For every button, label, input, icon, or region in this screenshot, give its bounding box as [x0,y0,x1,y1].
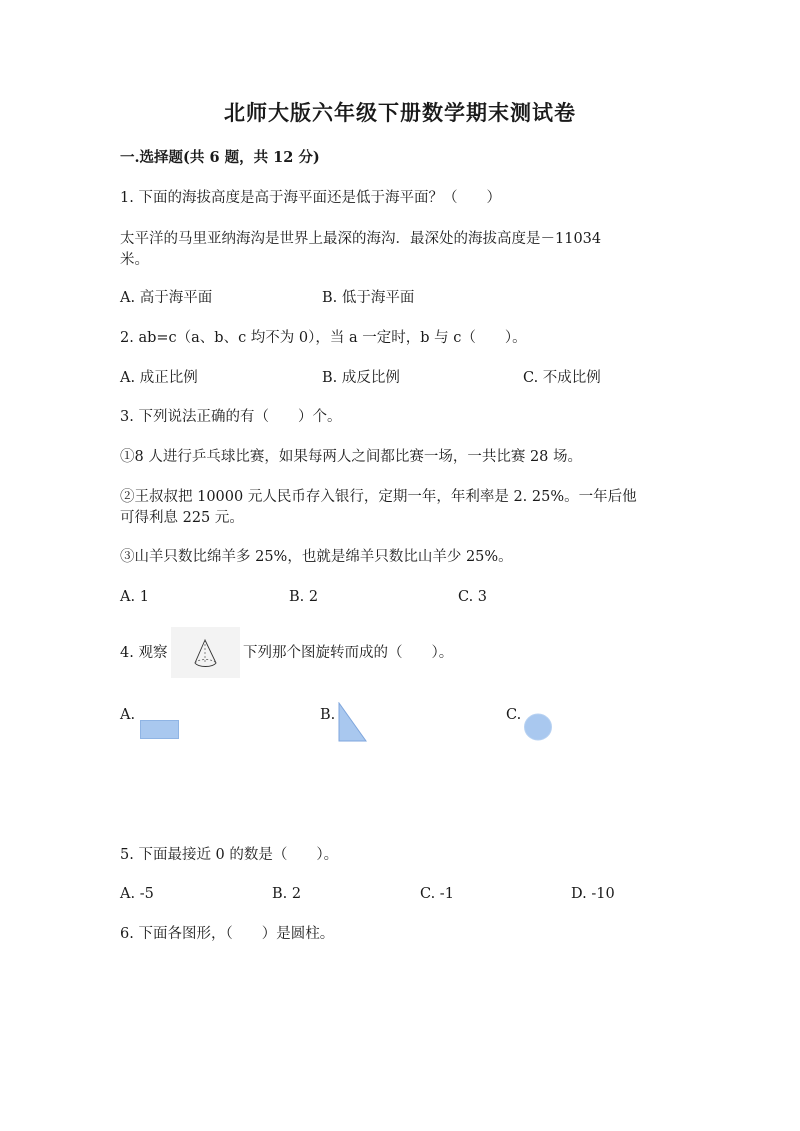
question-3-statement-3: ③山羊只数比绵羊多 25%，也就是绵羊只数比山羊少 25%。 [120,549,513,565]
question-4-stem-pre: 4. 观察 [120,645,168,661]
question-1-option-a: A. 高于海平面 [120,290,213,306]
cone-icon [171,627,240,678]
question-2-option-b: B. 成反比例 [322,370,400,386]
question-3-statement-2-line2: 可得利息 225 元。 [120,510,244,526]
question-3-option-b: B. 2 [289,589,319,605]
question-6-stem: 6. 下面各图形，（ ）是圆柱。 [120,926,335,942]
page-title: 北师大版六年级下册数学期末测试卷 [224,100,576,125]
question-5-option-a: A. -5 [120,886,154,902]
cone-figure [171,627,240,678]
question-1-stem: 1. 下面的海拔高度是高于海平面还是低于海平面？（ ） [120,190,501,206]
question-3-stem: 3. 下列说法正确的有（ ）个。 [120,409,342,425]
question-5-option-c: C. -1 [420,886,454,902]
question-1-desc-line1: 太平洋的马里亚纳海沟是世界上最深的海沟．最深处的海拔高度是－11034 [120,231,602,247]
question-2-option-a: A. 成正比例 [120,370,198,386]
question-3-statement-2-line1: ②王叔叔把 10000 元人民币存入银行，定期一年，年利率是 2. 25%。一年后他 [120,489,637,505]
question-2-stem: 2. ab=c（a、b、c 均不为 0），当 a 一定时，b 与 c（ ）。 [120,330,527,346]
question-4-option-c: C. [506,707,522,723]
question-5-stem: 5. 下面最接近 0 的数是（ ）。 [120,847,339,863]
question-3-option-a: A. 1 [120,589,149,605]
circle-figure [522,712,554,742]
question-1-desc-line2: 米。 [120,252,149,268]
question-5-option-d: D. -10 [571,886,615,902]
question-4-stem-post: 下列那个图旋转而成的（ ）。 [243,645,454,661]
section-heading: 一.选择题(共 6 题，共 12 分) [120,149,320,166]
question-2-option-c: C. 不成比例 [523,370,601,386]
rectangle-figure [140,720,179,739]
question-3-option-c: C. 3 [458,589,488,605]
question-4-option-a: A. [120,707,136,723]
right-triangle-figure [337,702,367,742]
question-1-option-b: B. 低于海平面 [322,290,415,306]
question-4-option-b: B. [320,707,336,723]
question-5-option-b: B. 2 [272,886,302,902]
question-3-statement-1: ①8 人进行乒乓球比赛，如果每两人之间都比赛一场，一共比赛 28 场。 [120,449,583,465]
